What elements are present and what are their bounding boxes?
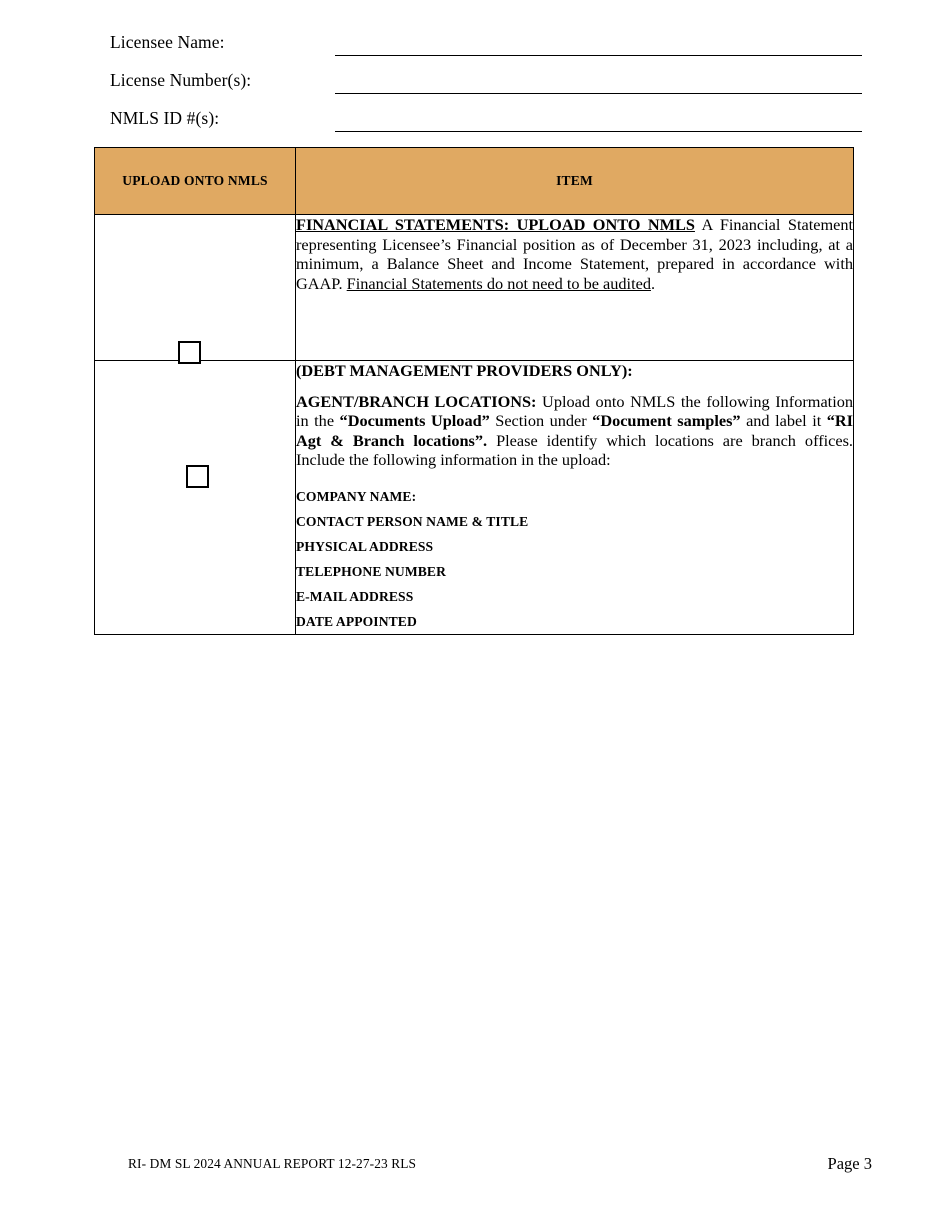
license-number-input[interactable]	[335, 93, 862, 94]
financial-statements-body-part2: .	[650, 273, 656, 293]
licensee-info-fields	[110, 30, 862, 144]
table-row	[95, 215, 854, 361]
license-number-label: License Number(s):	[110, 70, 252, 90]
list-item: COMPANY NAME:	[296, 488, 417, 504]
financial-statements-audit-note: Financial Statements do not need to be audited	[346, 273, 651, 293]
debt-management-providers-heading: (DEBT MANAGEMENT PROVIDERS ONLY):	[296, 361, 633, 380]
column-header-upload-onto-nmls: UPLOAD ONTO NMLS	[95, 148, 296, 215]
ri-agt-branch-locations-quote: “RI Agt & Branch locations”.	[296, 411, 853, 450]
agent-branch-text-3: and label it	[740, 411, 827, 431]
field-row-licensee-name	[110, 30, 862, 68]
table-row	[95, 361, 854, 635]
list-item: E-MAIL ADDRESS	[296, 588, 414, 604]
list-item: PHYSICAL ADDRESS	[296, 538, 434, 554]
licensee-name-input[interactable]	[335, 55, 862, 56]
table-header-row	[95, 148, 854, 215]
agent-branch-locations-paragraph	[296, 392, 853, 470]
agent-branch-text-1: Upload onto NMLS the following Information in the	[296, 391, 853, 431]
licensee-name-label: Licensee Name:	[110, 32, 225, 52]
list-item: DATE APPOINTED	[296, 613, 417, 629]
financial-statements-body-part1: A Financial Statement representing Licensee’s Financial position as of December 31, 2023 including, at a minimum, a Balance Sheet and Income Statement, prepared in accordance with GAAP.	[296, 215, 853, 293]
footer-page-number: Page 3	[827, 1154, 872, 1173]
document-samples-quote: “Document samples”	[592, 411, 741, 431]
documents-upload-quote: “Documents Upload”	[339, 411, 490, 431]
footer-document-id: RI- DM SL 2024 ANNUAL REPORT 12-27-23 RLS	[128, 1156, 417, 1171]
required-upload-fields-list	[296, 484, 853, 634]
item-cell-financial-statements	[296, 215, 854, 361]
nmls-id-input[interactable]	[335, 131, 862, 132]
financial-statements-paragraph	[296, 215, 853, 293]
nmls-id-label: NMLS ID #(s):	[110, 108, 220, 128]
list-item: TELEPHONE NUMBER	[296, 563, 447, 579]
financial-statements-title: FINANCIAL STATEMENTS: UPLOAD ONTO NMLS	[296, 215, 695, 234]
upload-cell-agent-branch-locations	[95, 361, 296, 635]
column-header-item: ITEM	[296, 148, 854, 215]
page-footer	[128, 1156, 872, 1178]
agent-branch-text-2: Section under	[489, 411, 593, 431]
item-cell-agent-branch-locations	[296, 361, 854, 635]
upload-checkbox-agent-branch-locations[interactable]	[186, 465, 209, 488]
field-row-nmls-id	[110, 106, 862, 144]
field-row-license-number	[110, 68, 862, 106]
agent-branch-locations-label: AGENT/BRANCH LOCATIONS:	[296, 391, 537, 411]
upload-checklist-table	[94, 147, 854, 635]
list-item: CONTACT PERSON NAME & TITLE	[296, 513, 529, 529]
upload-cell-financial-statements	[95, 215, 296, 361]
agent-branch-text-4: Please identify which locations are branch offices. Include the following information in the upload:	[296, 430, 854, 470]
